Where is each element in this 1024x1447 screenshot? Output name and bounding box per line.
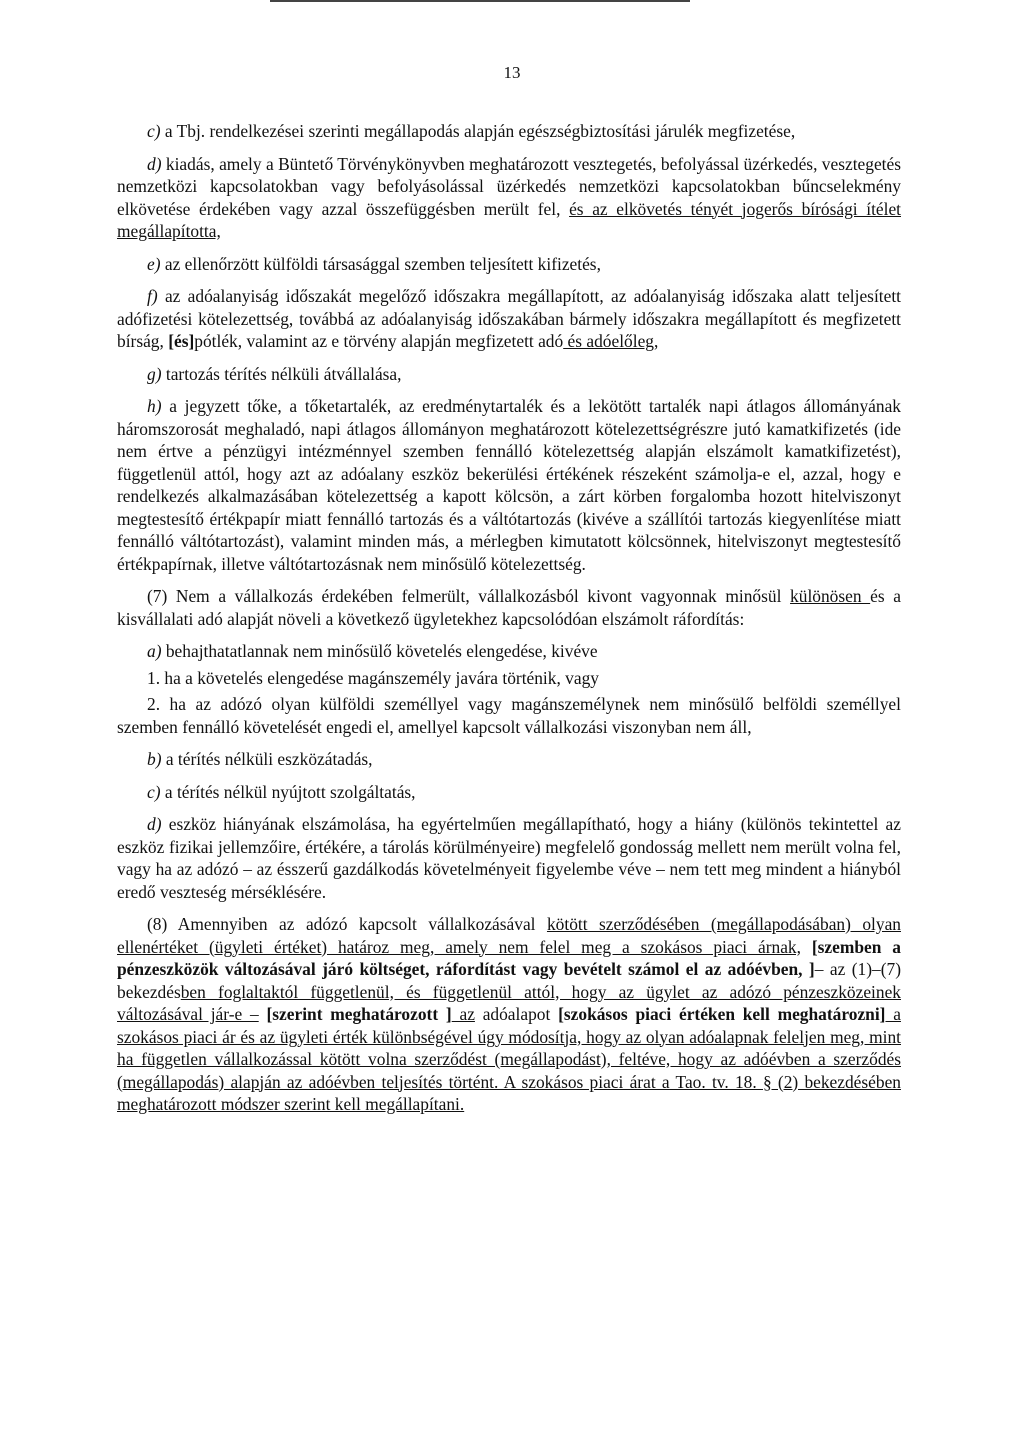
item-text: a térítés nélküli eszközátadás, — [165, 749, 373, 769]
item-marker: e) — [147, 253, 161, 274]
section-text: adóalapot — [474, 1004, 559, 1024]
inserted-text: kötött szerződésében (megállapodásában) olyan ellenértéket (ügyleti értéket) határoz meg, amely nem felel meg a szokásos piaci árnak, — [117, 914, 901, 957]
inserted-text: a szokásos piaci ár és az ügyleti érték különbségével úgy módosítja, hogy az olyan adóalapnak feleljen meg, mint ha független vállalkozással kötött volna szerződést (megállapodást), feltéve, hogy az adóévben a szerződés (megállapodás) alapján az adóévben teljesítés történt. A szokásos piaci árat a Tao. tv. 18. § (2) bekezdésében meghatározott módszer szerint kell megállapítani. — [117, 1004, 901, 1114]
item-marker: c) — [147, 781, 161, 802]
item-d — [117, 153, 901, 243]
item-marker: a) — [147, 641, 162, 661]
item-text: az adóalanyiság időszakát megelőző időszakra megállapított, az adóalanyiság időszaka alatt teljesített adófizetési kötelezettség, továbbá az adóalanyiság időszakában bármely időszakra megállapított és megfizetett bírság, — [117, 286, 901, 351]
section-8 — [117, 913, 901, 1116]
inserted-text: és az elkövetés tényét jogerős bírósági ítélet megállapította, — [117, 198, 901, 241]
item-text: a térítés nélkül nyújtott szolgáltatás, — [164, 781, 416, 802]
deleted-text: [és] — [168, 331, 195, 351]
document-body — [117, 120, 901, 1126]
item-marker: b) — [147, 749, 162, 769]
item-g — [117, 363, 901, 386]
item-marker: h) — [147, 396, 162, 416]
item-text: pótlék, valamint az e törvény alapján megfizetett adó — [194, 331, 564, 351]
section-7-item-1 — [117, 667, 901, 690]
page-number: 13 — [503, 63, 521, 82]
deleted-text: [szerint meghatározott ] — [258, 1004, 452, 1024]
item-text: 1. ha a követelés elengedése magánszemély javára történik, vagy — [147, 667, 599, 688]
item-text: 2. ha az adózó olyan külföldi személlyel vagy magánszemélynek nem minősülő belföldi személlyel szemben fennálló követelését engedi el, amellyel kapcsolt vállalkozási viszonyban nem áll, — [117, 694, 901, 737]
section-7-item-c — [117, 781, 901, 804]
item-text: tartozás térítés nélküli átvállalása, — [165, 363, 402, 384]
item-e — [117, 253, 901, 276]
section-7-item-a — [117, 640, 901, 663]
item-text: kiadás, amely a Büntető Törvénykönyvben meghatározott vesztegetés, befolyással üzérkedés, vesztegetés nemzetközi kapcsolatokban vagy befolyásolással üzérkedés nemzetközi kapcsolatokban bűncselekmény elkövetése érdekében vagy azzal összefüggésben merült fel, — [117, 153, 901, 219]
item-text: behajthatatlannak nem minősülő követelés elengedése, kivéve — [165, 641, 598, 661]
item-marker: f) — [147, 286, 158, 306]
item-text: az ellenőrzött külföldi társasággal szemben teljesített kifizetés, — [164, 253, 601, 274]
section-7-item-d — [117, 813, 901, 903]
inserted-text: különösen — [790, 586, 871, 606]
item-text: eszköz hiányának elszámolása, ha egyértelműen megállapítható, hogy a hiány (különös tekintettel az eszköz fizikai jellemzőire, értékére, a tárolás körülményeire) megfelelő gondosság mellett nem merült volna fel, vagy ha az adózó – az ésszerű gazdálkodás követelményeit figyelembe véve – nem tett meg mindent a hiányból eredő veszteség mérséklésére. — [117, 814, 901, 902]
item-marker: d) — [147, 153, 162, 174]
inserted-text: ben foglaltaktól függetlenül, és függetlenül attól, hogy az ügylet az adózó pénzeszközeinek változásával jár-e – — [117, 981, 901, 1024]
deleted-text: [szemben a pénzeszközök változásával járó költséget, ráfordítást vagy bevételt számol el az adóévben, ] — [117, 936, 902, 979]
deleted-text: [szokásos piaci értéken kell meghatározni] — [558, 1004, 886, 1024]
item-marker: g) — [147, 363, 162, 384]
item-text: a jegyzett tőke, a tőketartalék, az eredménytartalék és a lekötött tartalék napi átlagos állományának háromszorosát meghaladó, napi átlagos állományon meghatározott kötelezettségrészre jutó kamatkifizetés (ide nem értve a pénzügyi intézménnyel szemben fennálló kötelezettség alapján elszámolt kamatkifizetést), függetlenül attól, hogy azt az adóalany eszköz bekerülési értékének részeként számolja-e el, azzal, hogy e rendelkezés alkalmazásában kötelezettség a kapott kölcsön, a zárt körben forgalomba hozott hitelviszonyt megtestesítő értékpapír miatt fennálló tartozás és a váltótartozás (kivéve a szállítói tartozás kiegyenlítése miatt fennálló váltótartozást), valamint minden más, a mérlegben kimutatott kölcsönnek, hitelviszonyt megtestesítő értékpapírnak, illetve váltótartozásnak nem minősülő kötelezettség. — [117, 396, 901, 574]
item-c — [117, 120, 901, 143]
item-text: a Tbj. rendelkezései szerinti megállapodás alapján egészségbiztosítási járulék megfizetése, — [164, 121, 796, 141]
item-marker: c) — [147, 121, 161, 141]
section-text: – az (1)–(7) bekezdés — [117, 959, 901, 1002]
inserted-text: az — [451, 1004, 475, 1024]
section-7-item-2 — [117, 693, 901, 738]
item-h — [117, 395, 901, 575]
inserted-text: és adóelőleg, — [563, 331, 659, 351]
item-marker: d) — [147, 814, 162, 834]
item-f — [117, 285, 901, 353]
section-text: (7) Nem a vállalkozás érdekében felmerült, vállalkozásból kivont vagyonnak minősül — [147, 586, 791, 606]
section-text: (8) Amennyiben az adózó kapcsolt vállalkozásával — [147, 914, 547, 934]
top-scan-line — [270, 0, 690, 2]
section-7-intro — [117, 585, 901, 630]
section-7-item-b — [117, 748, 901, 771]
section-text: és a kisvállalati adó alapját növeli a következő ügyletekhez kapcsolódóan elszámolt ráfordítás: — [117, 586, 902, 629]
